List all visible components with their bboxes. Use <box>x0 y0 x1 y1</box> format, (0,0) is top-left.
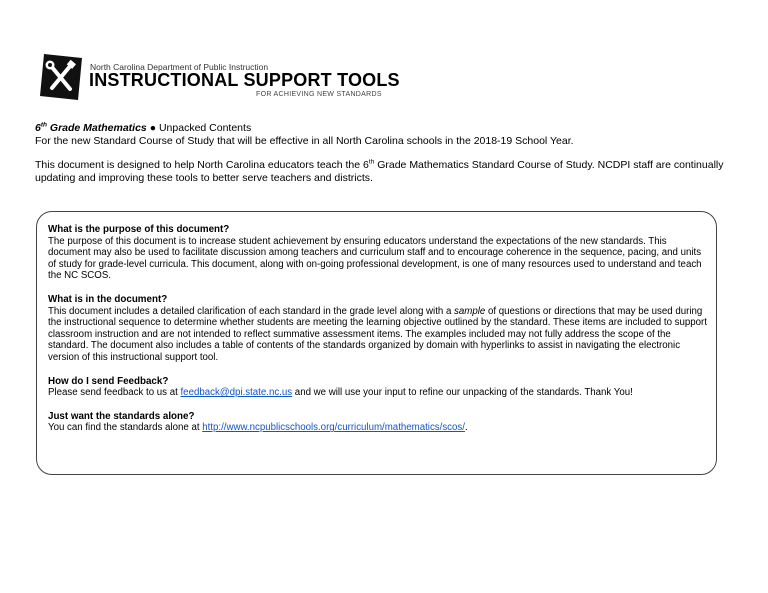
feedback-heading: How do I send Feedback? <box>48 375 169 387</box>
standards-body: You can find the standards alone at http://www.ncpublicschools.org/curriculum/mathematics/scos/. <box>48 422 468 434</box>
standards-heading: Just want the standards alone? <box>48 410 195 422</box>
document-title <box>35 122 735 135</box>
effective-line: For the new Standard Course of Study that will be effective in all North Carolina schools in the 2018-19 School Year. <box>35 135 574 147</box>
contents-body: This document includes a detailed clarification of each standard in the grade level along with a sample of questions or directions that may be used during the instructional sequence to determine whether students are meeting the learning objective outlined by the standard. These items are included to support classroom instruction and are not intended to reflect summative assessment items. The examples included may not fully address the scope of the standard. The document also includes a table of contents of the standards organized by domain with hyperlinks to assist in navigating the electronic version of this instructional support tool. <box>48 305 707 363</box>
tools-logo-icon <box>38 52 84 102</box>
feedback-body: Please send feedback to us at feedback@dpi.state.nc.us and we will use your input to refine our unpacking of the standards. Thank You! <box>48 387 633 399</box>
standards-link[interactable]: http://www.ncpublicschools.org/curriculum/mathematics/scos/ <box>202 422 465 434</box>
info-box <box>36 211 717 475</box>
title-bullet: ● <box>146 122 159 134</box>
purpose-heading: What is the purpose of this document? <box>48 224 230 235</box>
contents-section <box>48 294 710 364</box>
purpose-body: The purpose of this document is to increase student achievement by ensuring educators understand the expectations of the new standards. This document may also be used to facilitate discussion among teachers and curriculum staff and to encourage coherence in the sequence, pacing, and units of study for grade-level curricula. This document, along with on-going professional development, is one of many resources used to understand and teach the NC SCOS. <box>48 235 702 282</box>
grade-title: 6th Grade Mathematics <box>35 121 147 134</box>
logo-title: INSTRUCTIONAL SUPPORT TOOLS <box>89 70 400 90</box>
ist-logo <box>38 52 438 108</box>
feedback-email-link[interactable]: feedback@dpi.state.nc.us <box>180 387 293 399</box>
contents-heading: What is in the document? <box>48 293 168 305</box>
intro <box>35 122 735 185</box>
intro-description: This document is designed to help North Carolina educators teach the 6th Grade Mathematics Standard Course of Study. NCDPI staff are continually updating and improving these tools to better serve teachers and districts. <box>35 158 724 184</box>
doc-type: Unpacked Contents <box>158 122 252 134</box>
standards-section <box>48 411 710 434</box>
feedback-section <box>48 376 710 399</box>
logo-subtitle: FOR ACHIEVING NEW STANDARDS <box>256 91 382 98</box>
purpose-section <box>48 224 710 282</box>
logo-department: North Carolina Department of Public Instruction <box>90 62 269 72</box>
